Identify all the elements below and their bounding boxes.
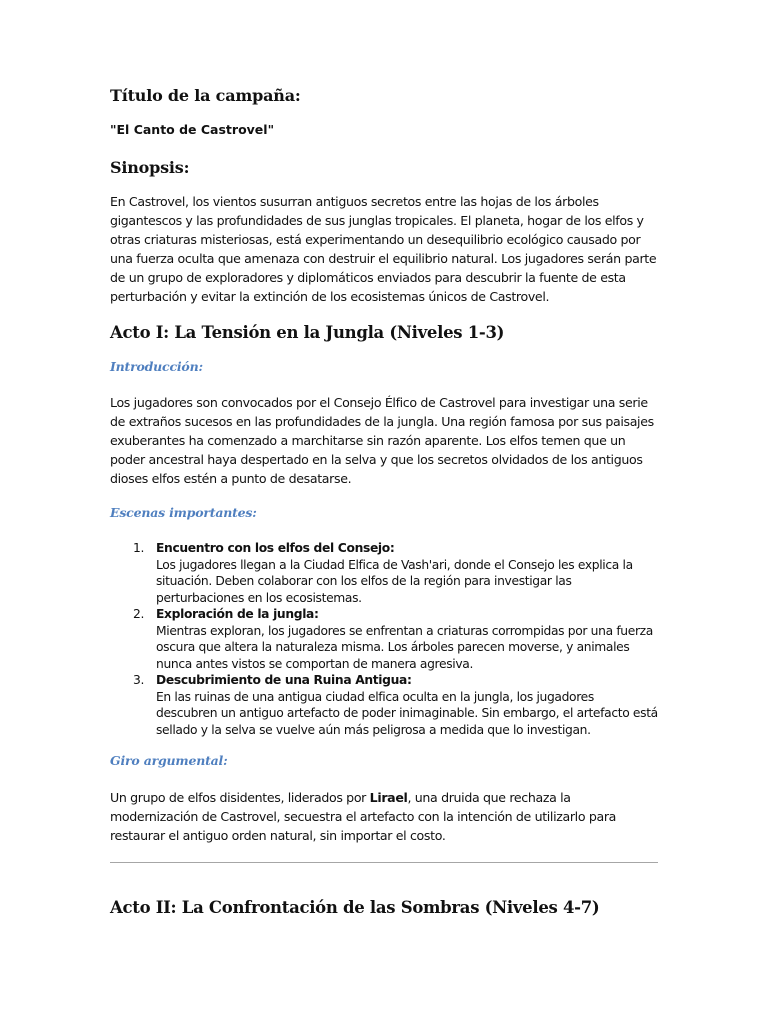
- list-item-title: Encuentro con los elfos del Consejo:: [156, 541, 395, 555]
- section-divider: [110, 862, 658, 863]
- list-item-text: Los jugadores llegan a la Ciudad Elfica de Vash'ari, donde el Consejo les explica la situación. Deben colaborar con los elfos de la región para investigar las perturbaciones en los ecosistemas.: [156, 557, 633, 605]
- act1-scenes-heading: Escenas importantes:: [110, 505, 257, 520]
- list-item-number: 1.: [133, 541, 145, 555]
- act1-twist-paragraph: [110, 788, 658, 845]
- synopsis-heading: Sinopsis:: [110, 158, 190, 177]
- twist-text-before: Un grupo de elfos disidentes, liderados por: [110, 790, 370, 805]
- twist-text-after: , una druida que rechaza la modernización de Castrovel, secuestra el artefacto con la intención de utilizarlo para restaurar el antiguo orden natural, sin importar el costo.: [110, 790, 617, 843]
- act1-heading: Acto I: La Tensión en la Jungla (Niveles 1-3): [110, 323, 505, 342]
- campaign-name: "El Canto de Castrovel": [110, 122, 275, 137]
- act1-intro-heading: Introducción:: [110, 359, 203, 374]
- list-item-title: Exploración de la jungla:: [156, 607, 319, 621]
- scenes-list: [110, 540, 658, 738]
- list-item-number: 3.: [133, 673, 145, 687]
- campaign-title-heading: Título de la campaña:: [110, 86, 301, 105]
- twist-character-name: Lirael: [369, 790, 408, 805]
- act1-intro-paragraph: Los jugadores son convocados por el Consejo Élfico de Castrovel para investigar una serie de extraños sucesos en las profundidades de la jungla. Una región famosa por sus paisajes exuberantes ha comenzado a marchitarse sin razón aparente. Los elfos temen que un poder ancestral haya despertado en la selva y que los secretos olvidados de los antiguos dioses elfos estén a punto de desatarse.: [110, 395, 654, 486]
- list-item: [133, 540, 658, 606]
- list-item: [133, 606, 658, 672]
- list-item-text: Mientras exploran, los jugadores se enfrentan a criaturas corrompidas por una fuerza oscura que altera la naturaleza misma. Los árboles parecen moverse, y animales nunca antes vistos se comportan de manera agresiva.: [156, 623, 653, 671]
- list-item-number: 2.: [133, 607, 145, 621]
- synopsis-paragraph: En Castrovel, los vientos susurran antiguos secretos entre las hojas de los árboles gigantescos y las profundidades de sus junglas tropicales. El planeta, hogar de los elfos y otras criaturas misteriosas, está experimentando un desequilibrio ecológico causado por una fuerza oculta que amenaza con destruir el equilibrio natural. Los jugadores serán parte de un grupo de exploradores y diplomáticos enviados para descubrir la fuente de esta perturbación y evitar la extinción de los ecosistemas únicos de Castrovel.: [110, 194, 657, 304]
- list-item: [133, 672, 658, 738]
- act1-twist-heading: Giro argumental:: [110, 753, 228, 768]
- act2-heading: Acto II: La Confrontación de las Sombras (Niveles 4-7): [110, 898, 600, 917]
- list-item-text: En las ruinas de una antigua ciudad elfica oculta en la jungla, los jugadores descubren un antiguo artefacto de poder inimaginable. Sin embargo, el artefacto está sellado y la selva se vuelve aún más peligrosa a medida que lo investigan.: [156, 689, 658, 737]
- list-item-title: Descubrimiento de una Ruina Antigua:: [156, 673, 412, 687]
